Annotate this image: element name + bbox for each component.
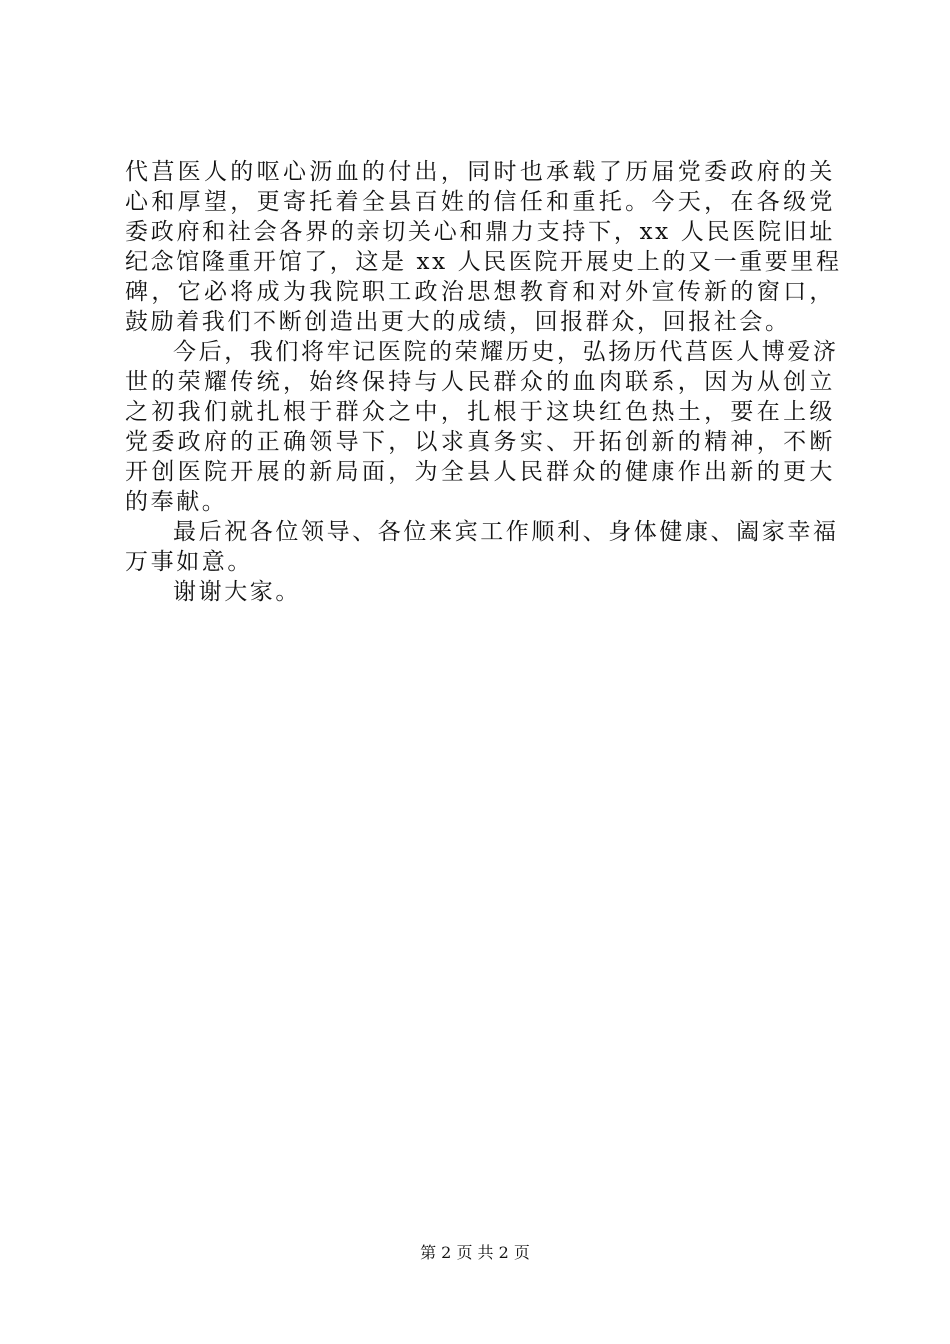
text-line: 世的荣耀传统，始终保持与人民群众的血肉联系，因为从创立 bbox=[125, 369, 835, 395]
text-line: 万事如意。 bbox=[125, 549, 253, 575]
text-line: 之初我们就扎根于群众之中，扎根于这块红色热土，要在上级 bbox=[125, 399, 835, 425]
text-line: 的奉献。 bbox=[125, 489, 228, 515]
paragraph-first-line: 今后，我们将牢记医院的荣耀历史，弘扬历代莒医人博爱济 bbox=[173, 339, 839, 365]
document-body bbox=[125, 157, 842, 607]
text-line: 纪念馆隆重开馆了，这是 xx 人民医院开展史上的又一重要里程 bbox=[125, 249, 842, 275]
closing-line: 谢谢大家。 bbox=[173, 579, 301, 605]
text-line: 开创医院开展的新局面，为全县人民群众的健康作出新的更大 bbox=[125, 459, 835, 485]
text-line: 鼓励着我们不断创造出更大的成绩，回报群众，回报社会。 bbox=[125, 309, 791, 335]
text-line: 代莒医人的呕心沥血的付出，同时也承载了历届党委政府的关 bbox=[125, 159, 835, 185]
text-line: 心和厚望，更寄托着全县百姓的信任和重托。今天，在各级党 bbox=[125, 189, 835, 215]
paragraph-first-line: 最后祝各位领导、各位来宾工作顺利、身体健康、阖家幸福 bbox=[173, 519, 839, 545]
text-line: 碑，它必将成为我院职工政治思想教育和对外宣传新的窗口， bbox=[125, 279, 835, 305]
page-footer: 第 2 页 共 2 页 bbox=[420, 1243, 530, 1262]
text-line: 委政府和社会各界的亲切关心和鼎力支持下，xx 人民医院旧址 bbox=[125, 219, 835, 245]
text-line: 党委政府的正确领导下，以求真务实、开拓创新的精神，不断 bbox=[125, 429, 835, 455]
